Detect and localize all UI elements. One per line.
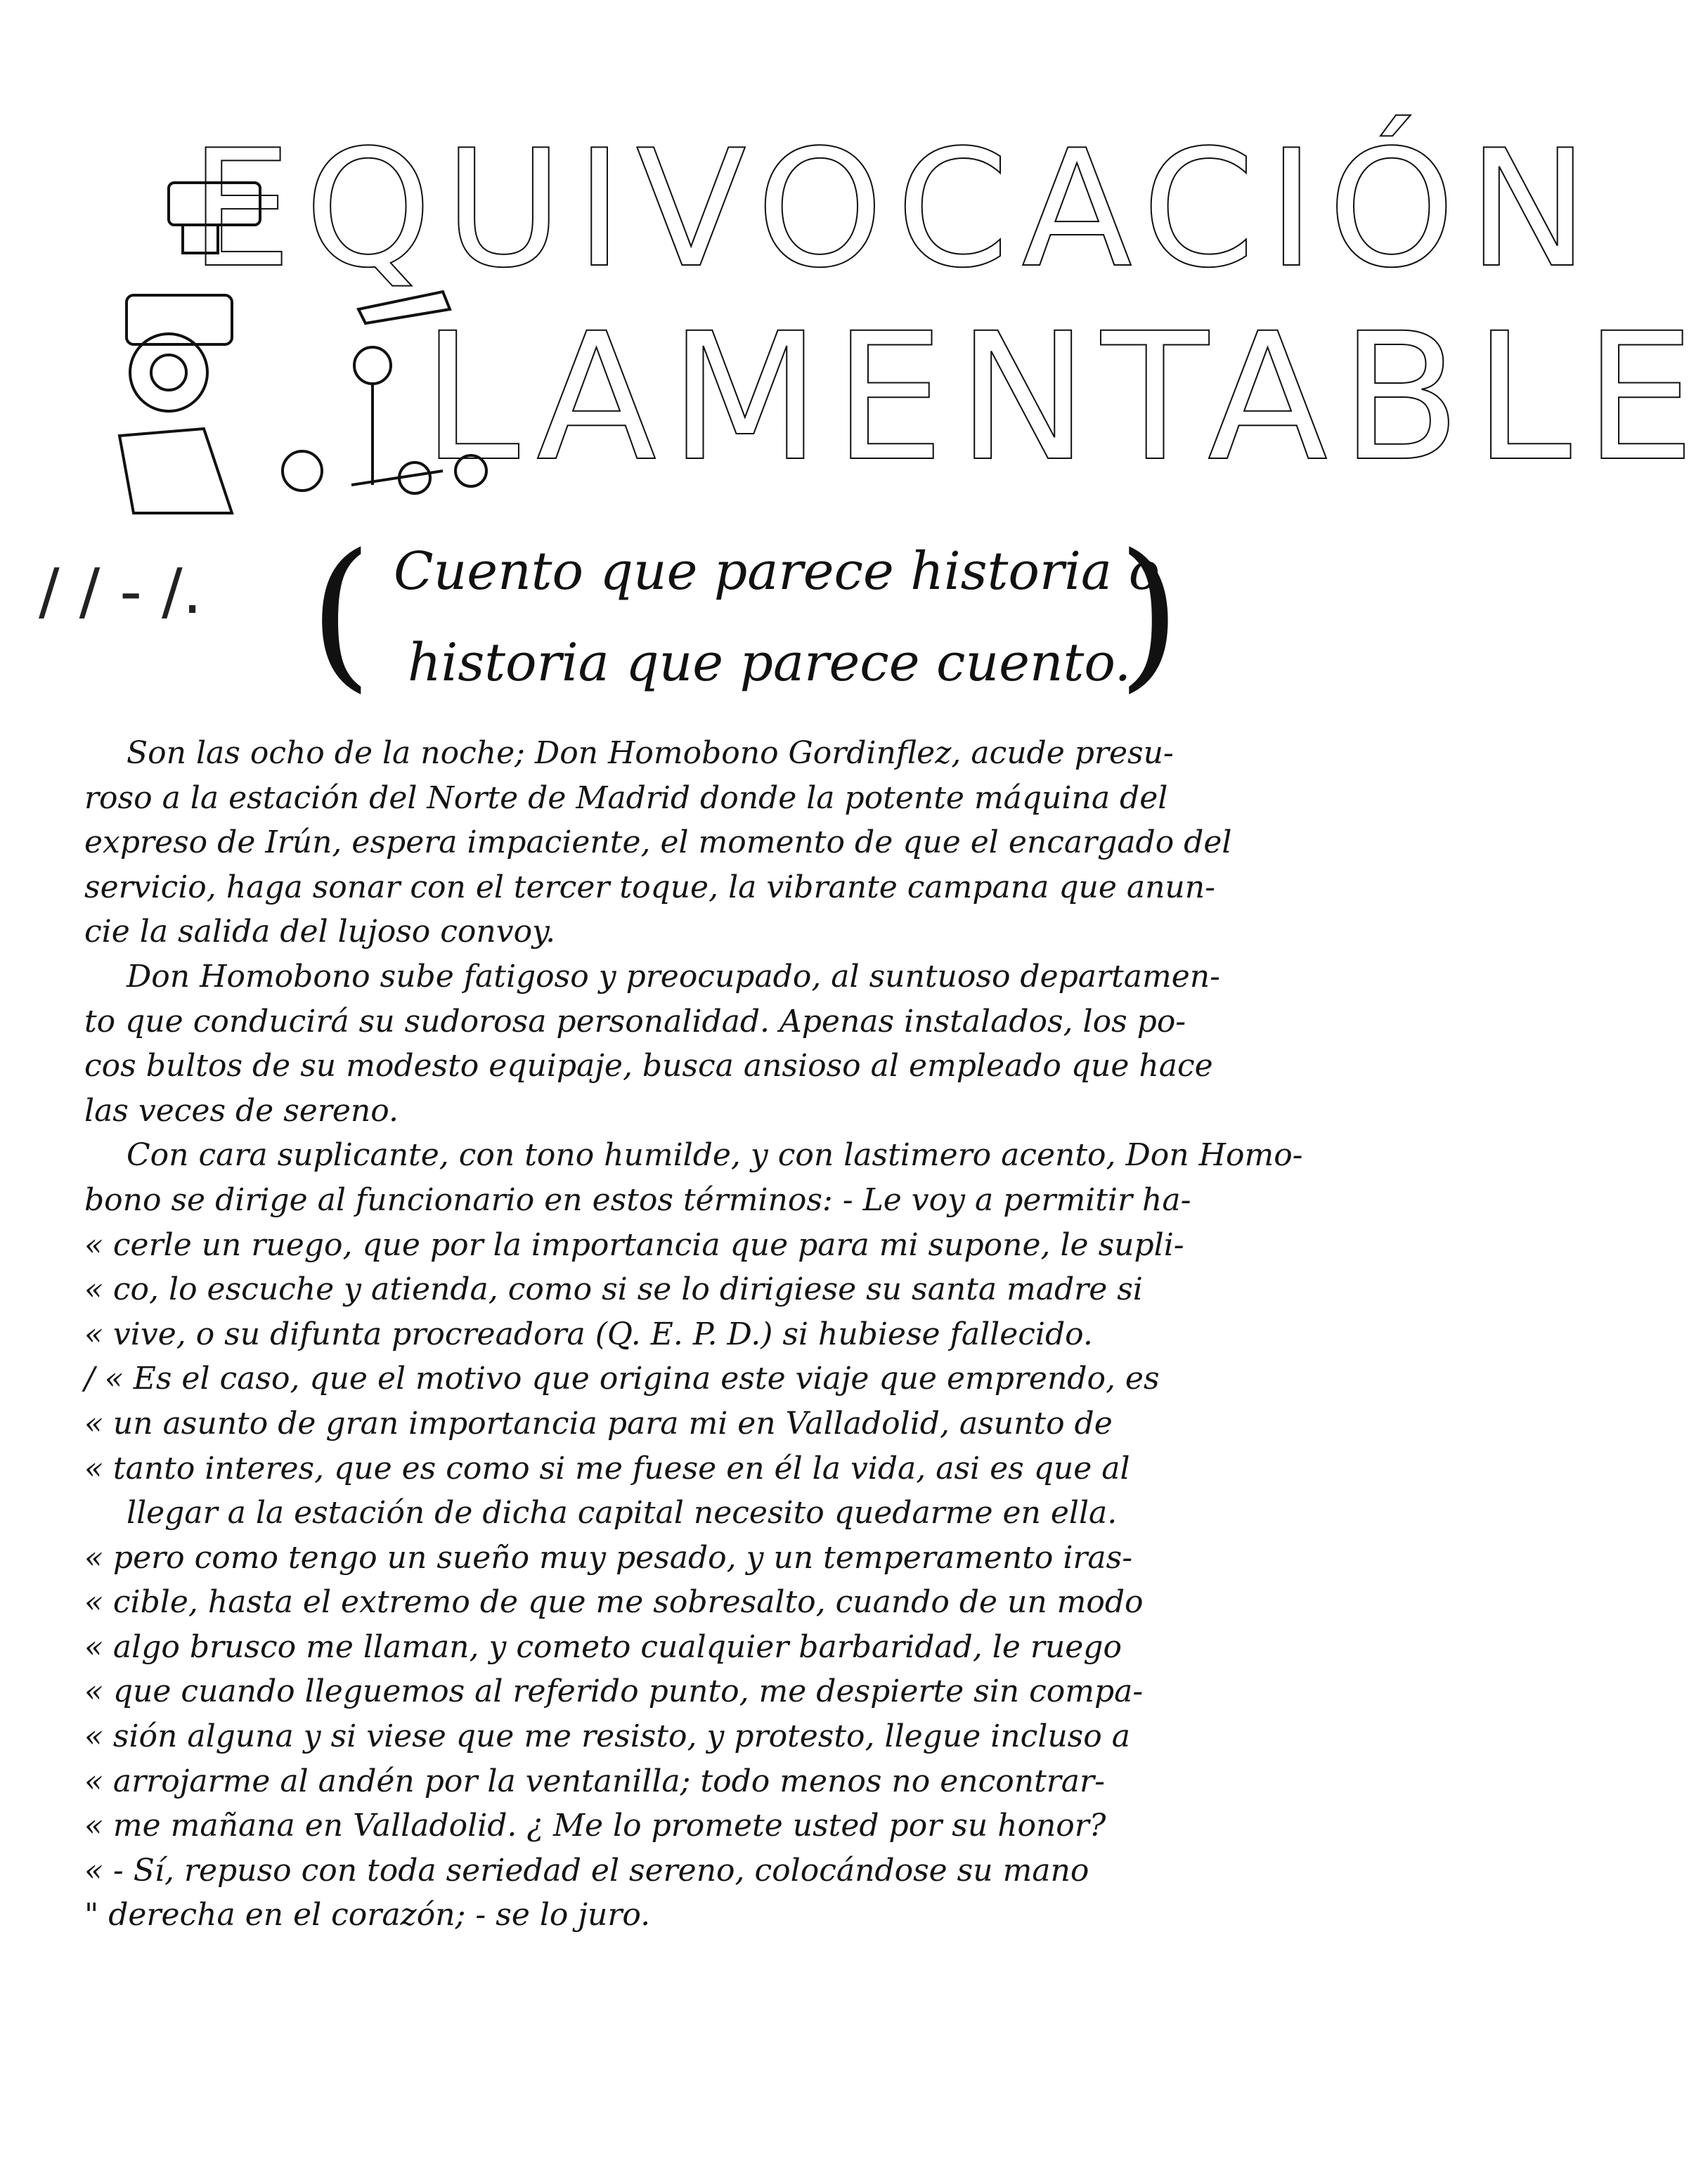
story-line: Don Homobono sube fatigoso y preocupado, al suntuoso departamen- [127, 958, 1220, 995]
subtitle-close-paren: ) [1118, 520, 1181, 708]
story-line: « arrojarme al andén por la ventanilla; todo menos no encontrar- [84, 1763, 1105, 1799]
story-line: « cible, hasta el extremo de que me sobresalto, cuando de un modo [84, 1584, 1144, 1621]
story-line: « - Sí, repuso con toda seriedad el sereno, colocándose su mano [84, 1852, 1089, 1889]
title-line-1: EQUIVOCACIÓN [190, 116, 1602, 304]
story-line: « cerle un ruego, que por la importancia que para mi supone, le supli- [84, 1226, 1184, 1263]
story-line: roso a la estación del Norte de Madrid donde la potente máquina del [84, 779, 1168, 816]
story-line: Con cara suplicante, con tono humilde, y con lastimero acento, Don Homo- [127, 1137, 1303, 1174]
side-marks: / / - /. [39, 555, 202, 628]
story-body [84, 731, 1406, 1938]
story-line: servicio, haga sonar con el tercer toque, la vibrante campana que anun- [84, 869, 1215, 905]
story-line: cos bultos de su modesto equipaje, busca ansioso al empleado que hace [84, 1048, 1213, 1084]
story-line: « un asunto de gran importancia para mi en Valladolid, asunto de [84, 1405, 1113, 1442]
story-line: bono se dirige al funcionario en estos términos: - Le voy a permitir ha- [84, 1181, 1191, 1218]
story-line: « algo brusco me llaman, y cometo cualquier barbaridad, le ruego [84, 1628, 1122, 1665]
subtitle-open-paren: ( [309, 520, 373, 708]
story-line: " derecha en el corazón; - se lo juro. [84, 1897, 651, 1933]
story-line: to que conducirá su sudorosa personalidad. Apenas instalados, los po- [84, 1003, 1186, 1039]
story-line: « que cuando lleguemos al referido punto, me despierte sin compa- [84, 1673, 1144, 1710]
story-line: cie la salida del lujoso convoy. [84, 914, 556, 950]
story-line: « tanto interes, que es como si me fuese en él la vida, asi es que al [84, 1450, 1130, 1486]
story-line: « co, lo escuche y atienda, como si se lo dirigiese su santa madre si [84, 1271, 1143, 1308]
subtitle-line-2: historia que parece cuento. [408, 633, 1132, 693]
story-line: « vive, o su difunta procreadora (Q. E. P. D.) si hubiese fallecido. [84, 1316, 1093, 1352]
title-line-2: LAMENTABLE [422, 295, 1708, 500]
subtitle-line-1: Cuento que parece historia o [394, 541, 1160, 602]
story-line: expreso de Irún, espera impaciente, el momento de que el encargado del [84, 824, 1232, 861]
story-line: Son las ocho de la noche; Don Homobono Gordinflez, acude presu- [127, 735, 1174, 771]
story-line: / « Es el caso, que el motivo que origina este viaje que emprendo, es [84, 1361, 1160, 1397]
story-line: « sión alguna y si viese que me resisto, y protesto, llegue incluso a [84, 1718, 1130, 1755]
story-line: las veces de sereno. [84, 1092, 399, 1129]
story-line: « me mañana en Valladolid. ¿ Me lo promete usted por su honor? [84, 1808, 1106, 1844]
story-line: llegar a la estación de dicha capital necesito quedarme en ella. [127, 1495, 1118, 1531]
story-line: « pero como tengo un sueño muy pesado, y un temperamento iras- [84, 1539, 1133, 1576]
